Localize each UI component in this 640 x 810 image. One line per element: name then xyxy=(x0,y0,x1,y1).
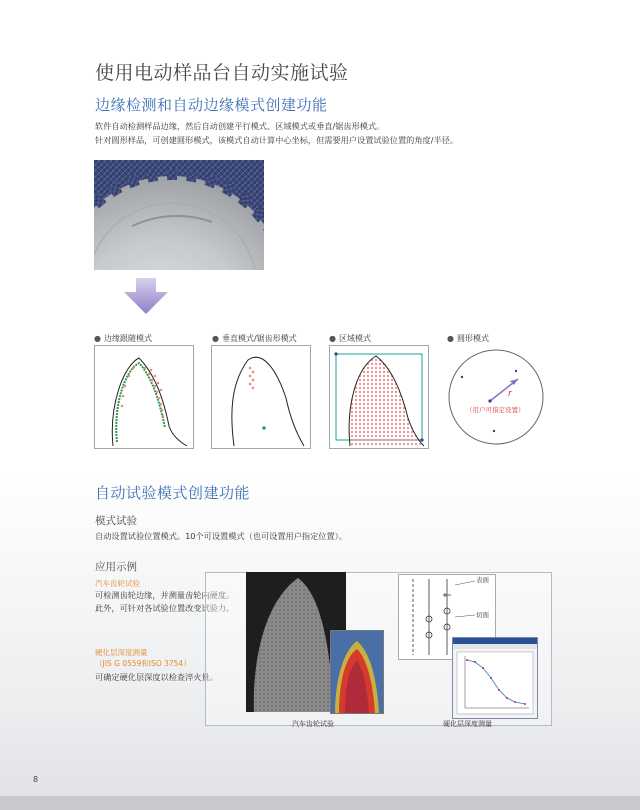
pattern-test-text: 自动设置试验位置模式。10个可设置模式（也可设置用户指定位置）。 xyxy=(95,531,347,541)
page-number: 8 xyxy=(33,775,39,784)
section-heading-edge-detection: 边缘检测和自动边缘模式创建功能 xyxy=(95,96,328,114)
panel-label-circle: ● 圆形模式 xyxy=(447,334,489,343)
example-gear-title: 汽车齿轮试验 xyxy=(95,579,140,588)
arrow-down-icon xyxy=(124,278,168,314)
panel-label-edge-follow: ● 边缘跟随模式 xyxy=(94,334,152,343)
caption-gear-test: 汽车齿轮试验 xyxy=(292,720,334,728)
label-section: 切面 xyxy=(476,611,489,619)
panel-vertical-zigzag xyxy=(211,345,311,449)
section-heading-auto-pattern: 自动试验模式创建功能 xyxy=(95,484,251,502)
panel-label-vertical-zigzag: ● 垂直模式/锯齿形模式 xyxy=(212,334,297,343)
footer-bar xyxy=(0,796,640,810)
panel-edge-follow xyxy=(94,345,194,449)
panel-label-area: ● 区域模式 xyxy=(329,334,371,343)
description-line-1: 软件自动检测样品边缘，然后自动创建平行模式、区域模式或垂直/锯齿形模式。 xyxy=(95,121,385,131)
example-hardening-title: 硬化层深度测量 （JIS G 0559和ISO 3754） xyxy=(95,648,191,668)
software-window-thumbnail xyxy=(452,637,538,719)
section-description xyxy=(95,119,615,147)
example-hardening-text: 可确定硬化层深度以检查淬火量。 xyxy=(95,672,218,682)
gear-photo xyxy=(94,160,264,270)
caption-hardening-depth: 硬化层深度测量 xyxy=(443,720,492,728)
hardness-color-map xyxy=(330,630,384,714)
subheading-application-example: 应用示例 xyxy=(95,561,137,573)
label-surface: 表面 xyxy=(476,576,489,584)
user-setting-note: （用户可指定设置） xyxy=(466,406,525,414)
example-gear-text: 可检测齿轮边缘，并测量齿轮内硬度。 此外，可针对各试验位置改变试验力。 xyxy=(95,590,235,613)
radius-label: r xyxy=(508,389,512,399)
subheading-pattern-test: 模式试验 xyxy=(95,515,137,527)
page-title: 使用电动样品台自动实施试验 xyxy=(95,62,349,84)
description-line-2: 针对圆形样品，可创建圆形模式，该模式自动计算中心坐标，但需要用户设置试验位置的角度/半径。 xyxy=(95,135,459,145)
panel-circle xyxy=(446,347,546,447)
panel-area xyxy=(329,345,429,449)
